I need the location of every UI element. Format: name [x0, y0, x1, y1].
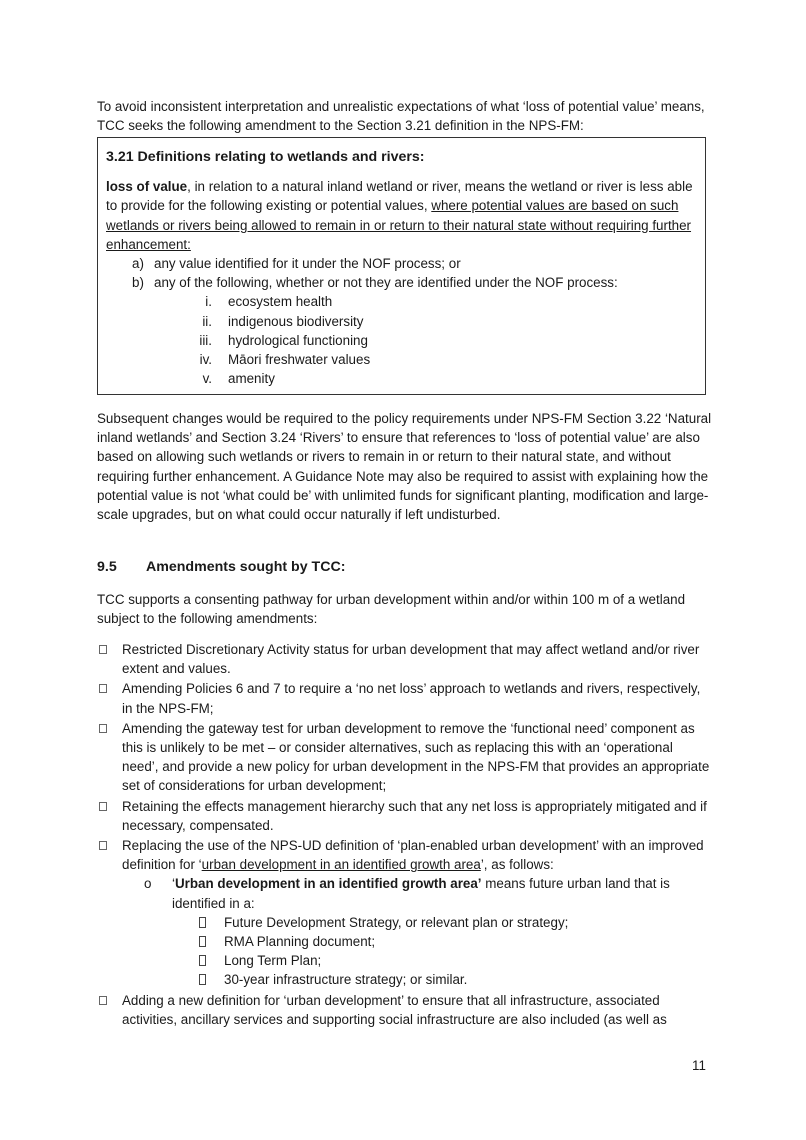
square-bullet-icon [199, 917, 206, 928]
definition-sublist [122, 874, 712, 989]
subitem-marker: iii. [199, 332, 212, 348]
list-item-text: Replacing the use of the NPS-UD definition of ‘plan-enabled urban development’ with an improved definition for ‘ [122, 838, 704, 873]
sub-list-item-text: Future Development Strategy, or relevant plan or strategy; [224, 914, 569, 930]
item-text: any of the following, whether or not they are identified under the NOF process: [154, 275, 618, 291]
subsequent-paragraph: Subsequent changes would be required to the policy requirements under NPS-FM Section 3.22 ‘Natural inland wetlands’ and Section 3.24 ‘Rivers’ to ensure that references to ‘loss of potential value’ are also based on allowing such wetlands or rivers to remain in or return to their natural state, and without requiring further enhancement. A Guidance Note may also be required to assist with explaining how the potential value is not ‘what could be’ with unlimited funds for significant planting, modification and large-scale upgrades, but on what could occur naturally if left undisturbed. [97, 411, 712, 523]
checkbox-bullet-icon [99, 684, 107, 693]
subitem [106, 292, 697, 311]
sublist-text: means future urban land that is identified in a: [172, 876, 670, 911]
definition-term: loss of value [106, 179, 188, 195]
page-number: 11 [692, 1058, 706, 1073]
subitem-marker: i. [205, 294, 212, 310]
amendments-list [97, 640, 712, 1030]
item-text: any value identified for it under the NOF process; or [154, 256, 461, 272]
list-item-text: Adding a new definition for ‘urban development’ to ensure that all infrastructure, associated activities, ancillary services and supporting social infrastructure are also included (as well as [122, 992, 667, 1027]
circle-bullet-marker: o [144, 876, 152, 892]
section-number: 9.5 [97, 559, 117, 575]
definition-text-plain: , in relation to a natural inland wetland or river, means the wetland or river is less able to provide for the following existing or potential values, [106, 179, 693, 214]
subitem [106, 350, 697, 369]
definition-text-underlined: where potential values are based on such wetlands or rivers being allowed to remain in or return to their natural state without requiring further enhancement: [106, 198, 692, 252]
definition-item-b [106, 273, 697, 292]
subitem-text: indigenous biodiversity [228, 313, 364, 329]
section-heading [97, 558, 345, 577]
subitem [106, 369, 697, 388]
subitem-text: ecosystem health [228, 294, 333, 310]
list-item [97, 719, 712, 796]
subitem-marker: iv. [199, 352, 212, 368]
definition-subitems [106, 292, 697, 388]
definition-heading: 3.21 Definitions relating to wetlands and rivers: [106, 149, 425, 165]
defined-term-underlined: urban development in an identified growth area [201, 857, 481, 873]
subitem-text: amenity [228, 371, 275, 387]
intro-paragraph: To avoid inconsistent interpretation and unrealistic expectations of what ‘loss of potential value’ means, TCC seeks the following amendment to the Section 3.21 definition in the NPS-FM: [97, 99, 705, 134]
subitem-text: hydrological functioning [228, 332, 368, 348]
section-title: Amendments sought by TCC: [146, 559, 346, 575]
definition-items [106, 254, 697, 292]
subitem [106, 331, 697, 350]
sub-list-item [172, 932, 712, 951]
item-marker: b) [132, 275, 144, 291]
sub-list-item [172, 951, 712, 970]
list-item-text-after: ’, as follows: [480, 857, 554, 873]
checkbox-bullet-icon [99, 996, 107, 1005]
checkbox-bullet-icon [99, 802, 107, 811]
list-item [97, 640, 712, 678]
list-item-text: Amending the gateway test for urban development to remove the ‘functional need’ component as this is unlikely to be met – or consider alternatives, such as replacing this with an ‘operational need’, and provide a new policy for urban development in the NPS-FM that provides an appropriate set of considerations for urban development; [122, 720, 710, 794]
sub-list-item-text: RMA Planning document; [224, 934, 376, 950]
list-item-text: Amending Policies 6 and 7 to require a ‘no net loss’ approach to wetlands and rivers, respectively, in the NPS-FM; [122, 681, 701, 716]
sub-list-item-text: 30-year infrastructure strategy; or similar. [224, 972, 468, 988]
definition-item-a [106, 254, 697, 273]
checkbox-bullet-icon [99, 724, 107, 733]
square-bullet-icon [199, 936, 206, 947]
sub-list-item [172, 970, 712, 989]
subitem-marker: v. [202, 371, 212, 387]
checkbox-bullet-icon [99, 841, 107, 850]
checkbox-bullet-icon [99, 645, 107, 654]
square-bullet-icon [199, 955, 206, 966]
square-bullet-icon [199, 974, 206, 985]
list-item [97, 991, 712, 1029]
subitem-text: Māori freshwater values [228, 352, 371, 368]
list-item-text: Retaining the effects management hierarchy such that any net loss is appropriately mitigated and if necessary, compensated. [122, 798, 707, 833]
sub-list-item-text: Long Term Plan; [224, 953, 322, 969]
identified-in-list [172, 913, 712, 990]
list-item-text: Restricted Discretionary Activity status for urban development that may affect wetland and/or river extent and values. [122, 642, 700, 677]
open-quote: ‘ [172, 876, 175, 892]
supports-paragraph: TCC supports a consenting pathway for urban development within and/or within 100 m of a wetland subject to the following amendments: [97, 592, 686, 627]
subitem-marker: ii. [202, 313, 212, 329]
definition-box [97, 137, 706, 395]
subitem [106, 312, 697, 331]
definition-text [106, 177, 697, 254]
defined-term-bold: Urban development in an identified growth area’ [174, 876, 482, 892]
item-marker: a) [132, 256, 144, 272]
list-item [97, 797, 712, 835]
list-item [97, 836, 712, 990]
list-item [97, 679, 712, 717]
sub-list-item [172, 913, 712, 932]
